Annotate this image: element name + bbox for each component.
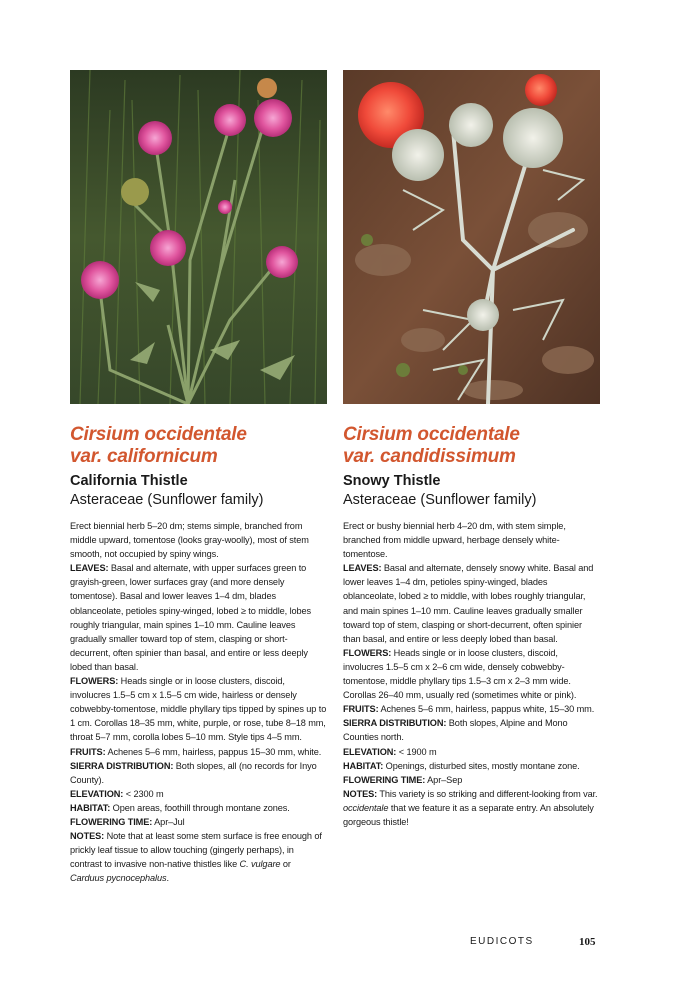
notes-text-b: that we feature it as a separate entry. An absolutely gorgeous thistle!: [343, 802, 594, 827]
leaves-section: [343, 561, 600, 646]
notes-label: NOTES:: [343, 788, 378, 799]
notes-italic-1: C. vulgare: [239, 859, 281, 870]
intro-text: Erect or bushy biennial herb 4–20 dm, with stem simple, branched from middle upward, herbage densely white-tomentose.: [343, 521, 566, 560]
elevation-label: ELEVATION:: [70, 788, 124, 799]
scientific-name: [70, 424, 327, 468]
leaves-label: LEAVES:: [343, 563, 382, 574]
photo-snowy-thistle: [343, 70, 600, 404]
elevation-section: [343, 745, 600, 759]
flowers-section: [343, 646, 600, 702]
scientific-name: [343, 424, 600, 468]
habitat-text: Open areas, foothill through montane zones.: [112, 802, 290, 813]
flowering-section: [70, 815, 327, 829]
section-name: EUDICOTS: [470, 936, 534, 947]
family-name: Asteraceae (Sunflower family): [70, 492, 264, 508]
distribution-section: [343, 716, 600, 744]
leaves-text: Basal and alternate, with upper surfaces green to grayish-green, lower surfaces gray (and more densely tomentose). Basal and lower leaves 1–4 dm, blades oblanceolate, petioles spiny-winged, lobed ≥ to middle, lobes roughly triangular, main spines 1–10 mm. Cauline leaves gradually smaller toward top of stem, clasping or short-decurrent, often spinier than basal, and entire or less deeply lobed than basal.: [70, 563, 312, 672]
scientific-name-line1: Cirsium occidentale: [70, 424, 247, 445]
common-name: Snowy Thistle: [343, 473, 441, 489]
entry-snowy-thistle: [343, 70, 600, 829]
notes-text-a: This variety is so striking and different-looking from var.: [379, 788, 598, 799]
notes-text-c: .: [166, 873, 169, 884]
flowering-text: Apr–Sep: [427, 774, 463, 785]
flowering-section: [343, 773, 600, 787]
common-name: California Thistle: [70, 473, 188, 489]
notes-section: [343, 787, 600, 829]
flowering-label: FLOWERING TIME:: [343, 774, 426, 785]
elevation-section: [70, 787, 327, 801]
notes-text-a: Note that at least some stem surface is free enough of prickly leaf tissue to allow touching (gingerly perhaps), in contrast to invasive non-native thistles like: [70, 831, 322, 870]
habitat-section: [343, 759, 600, 773]
flowering-text: Apr–Jul: [154, 816, 185, 827]
fruits-section: [343, 702, 600, 716]
scientific-name-line1: Cirsium occidentale: [343, 424, 520, 445]
flowers-text: Heads single or in loose clusters, discoid, involucres 1.5–5 cm x 1.5–5 cm wide, hairless or densely cobwebby-tomentose, middle phyllary tips tipped by spines up to 1 cm. Corollas 18–35 mm, white, purple, or rose, tube 8–18 mm, throat 5–7 mm, corolla lobes 5–10 mm. Style tips 4–5 mm.: [70, 676, 327, 743]
notes-section: [70, 829, 327, 885]
habitat-text: Openings, disturbed sites, mostly montane zone.: [385, 760, 580, 771]
notes-italic-1: occidentale: [343, 802, 389, 813]
notes-label: NOTES:: [70, 831, 105, 842]
elevation-text: < 2300 m: [125, 788, 164, 799]
scientific-name-line2: var. candidissimum: [343, 446, 516, 467]
distribution-label: SIERRA DISTRIBUTION:: [343, 718, 447, 729]
fruits-label: FRUITS:: [70, 746, 106, 757]
entry-california-thistle: [70, 70, 327, 885]
fruits-section: [70, 745, 327, 759]
page-number: 105: [579, 936, 596, 948]
fruits-text: Achenes 5–6 mm, hairless, pappus white, 15–30 mm.: [380, 704, 595, 715]
flowers-section: [70, 674, 327, 744]
leaves-section: [70, 561, 327, 674]
leaves-text: Basal and alternate, densely snowy white. Basal and lower leaves 1–4 dm, petioles spiny-winged, blades oblanceolate, lobed ≥ to middle, with lobes roughly triangular, and main spines 1–10 mm. Cauline leaves gradually smaller toward top of stem, clasping or short-decurrent, often spinier than basal, and entire or less deeply lobed than basal.: [343, 563, 594, 644]
elevation-text: < 1900 m: [398, 746, 437, 757]
distribution-text: Both slopes, Alpine and Mono Counties north.: [343, 718, 568, 743]
fruits-text: Achenes 5–6 mm, hairless, pappus 15–30 mm, white.: [107, 746, 322, 757]
habitat-label: HABITAT:: [343, 760, 384, 771]
fruits-label: FRUITS:: [343, 704, 379, 715]
description: [343, 519, 600, 829]
elevation-label: ELEVATION:: [343, 746, 397, 757]
flowers-text: Heads single or in loose clusters, discoid, involucres 1.5–5 cm x 2–6 cm wide, densely cobwebby-tomentose, middle phyllary tips 1.5–3 cm x 2–3 mm wide. Corollas 26–40 mm, usually red (sometimes white or pink).: [343, 647, 577, 701]
scientific-name-line2: var. californicum: [70, 446, 218, 467]
leaves-label: LEAVES:: [70, 563, 109, 574]
distribution-section: [70, 759, 327, 787]
notes-italic-2: Carduus pycnocephalus: [70, 873, 167, 884]
photo-california-thistle: [70, 70, 327, 404]
page-footer: [470, 936, 600, 947]
description: [70, 519, 327, 885]
notes-text-b: or: [282, 859, 291, 870]
flowers-label: FLOWERS:: [70, 676, 119, 687]
intro-text: Erect biennial herb 5–20 dm; stems simple, branched from middle upward, tomentose (looks gray-woolly), most of stem smooth, not occupied by spiny wings.: [70, 521, 309, 560]
habitat-section: [70, 801, 327, 815]
distribution-label: SIERRA DISTRIBUTION:: [70, 760, 174, 771]
habitat-label: HABITAT:: [70, 802, 111, 813]
family-name: Asteraceae (Sunflower family): [343, 492, 537, 508]
distribution-text: Both slopes, all (no records for Inyo County).: [70, 760, 317, 785]
flowers-label: FLOWERS:: [343, 647, 392, 658]
flowering-label: FLOWERING TIME:: [70, 816, 153, 827]
